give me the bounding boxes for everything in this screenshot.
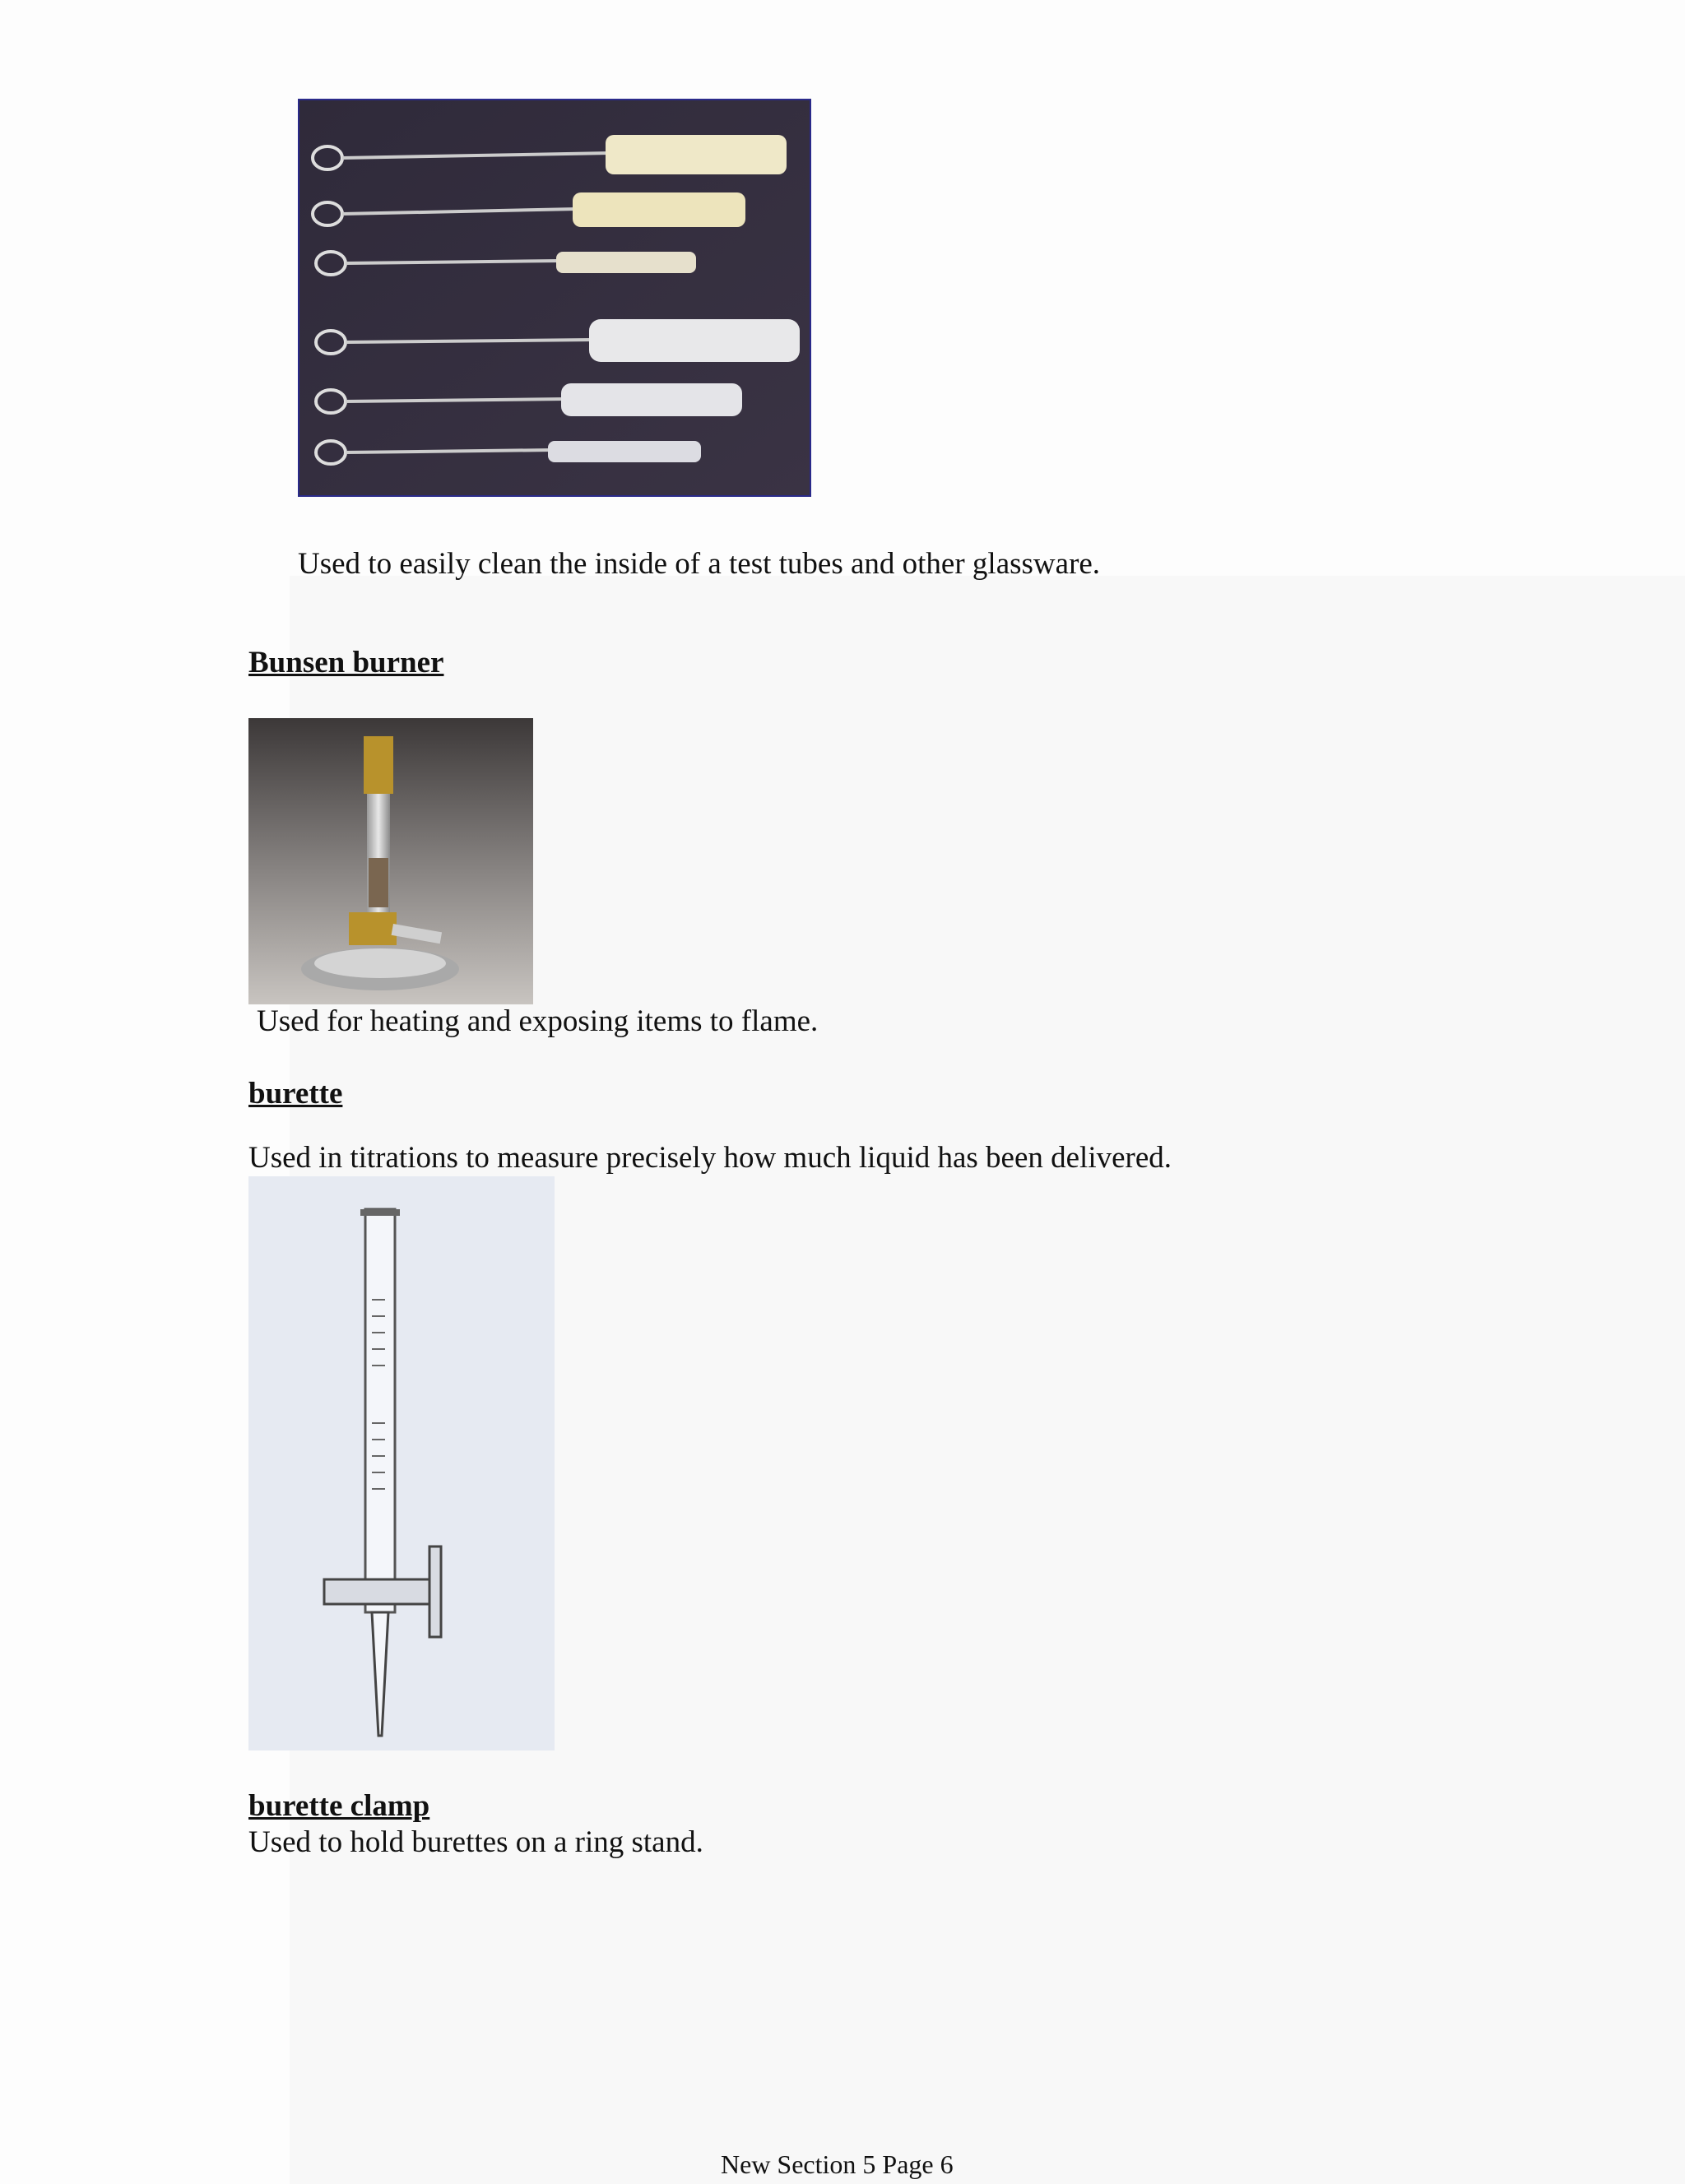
burette-clamp-caption: Used to hold burettes on a ring stand. bbox=[248, 1825, 703, 1859]
burette-image bbox=[248, 1176, 555, 1750]
bunsen-burner-caption: Used for heating and exposing items to flame. bbox=[257, 1004, 819, 1038]
bunsen-burner-image bbox=[248, 718, 533, 1004]
brushes-caption: Used to easily clean the inside of a test tubes and other glassware. bbox=[298, 547, 1101, 581]
test-tube-brushes-image bbox=[298, 99, 811, 497]
burette-clamp-heading: burette clamp bbox=[248, 1789, 430, 1823]
burette-heading: burette bbox=[248, 1077, 343, 1111]
burette-caption: Used in titrations to measure precisely how much liquid has been delivered. bbox=[248, 1141, 1172, 1175]
page-footer: New Section 5 Page 6 bbox=[721, 2149, 954, 2179]
bunsen-burner-heading: Bunsen burner bbox=[248, 646, 444, 679]
